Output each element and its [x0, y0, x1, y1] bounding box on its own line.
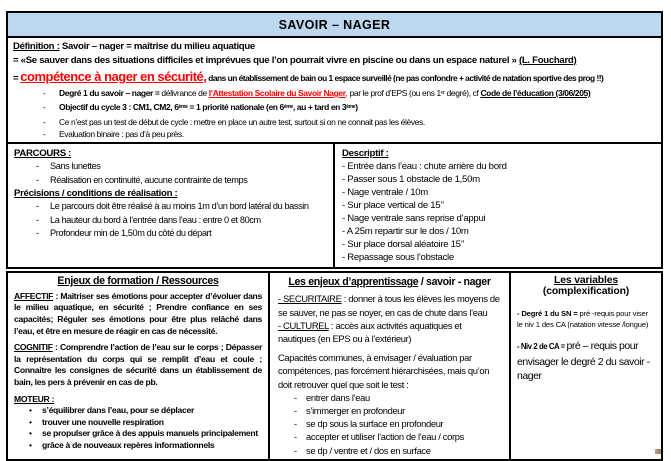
- text-segment: (complexification): [542, 285, 630, 297]
- variables-section: [509, 271, 663, 461]
- text-segment: Définition :: [13, 41, 60, 52]
- bullet-marker: -: [43, 102, 46, 113]
- text-line: [13, 68, 656, 87]
- text-segment: PARCOURS :: [14, 148, 72, 160]
- text-segment: trouver une nouvelle respiration: [42, 416, 164, 427]
- text-line: [278, 351, 501, 391]
- text-line: [278, 417, 501, 430]
- bullet-marker: -: [36, 161, 39, 172]
- bullet-marker: •: [29, 405, 32, 416]
- text-segment: - Niv 2 de CA =: [517, 342, 567, 352]
- bullet-marker: -: [36, 214, 39, 225]
- text-segment: ème: [283, 104, 293, 111]
- text-segment: AFFECTIF: [14, 290, 54, 301]
- text-segment: Code de l’éducation (3/06/205): [480, 88, 591, 98]
- bullet-marker: -: [294, 444, 297, 456]
- enjeux-formation-section: [6, 271, 270, 461]
- bullet-marker: -: [294, 431, 297, 443]
- text-line: [14, 394, 262, 406]
- text-segment: ème: [178, 104, 188, 111]
- text-line: [14, 428, 262, 440]
- text-line: [14, 174, 327, 187]
- text-segment: - Nage ventrale sans reprise d’appui: [342, 213, 486, 225]
- text-segment: l’Attestation Scolaire du Savoir Nager: [208, 88, 346, 98]
- text-line: [517, 276, 655, 297]
- text-segment: s’immerger en profondeur: [306, 405, 405, 417]
- text-segment: accepter et utiliser l’action de l’eau / corps: [306, 431, 464, 443]
- enjeux-row: [6, 271, 663, 461]
- text-line: [342, 212, 654, 225]
- text-segment: Evaluation binaire : pas d’à peu près.: [59, 128, 184, 139]
- text-line: [14, 187, 327, 200]
- bullet-marker: -: [294, 391, 297, 403]
- text-line: [342, 173, 654, 186]
- text-line: [13, 87, 656, 101]
- text-segment: ): [355, 102, 358, 113]
- text-segment: - A 25m repartir sur le dos / 10m: [342, 226, 469, 238]
- text-line: [14, 276, 262, 288]
- text-segment: er: [440, 89, 445, 96]
- text-segment: MOTEUR :: [14, 393, 55, 404]
- text-line: [14, 200, 327, 213]
- text-segment: Les variables: [554, 275, 618, 287]
- text-line: [342, 186, 654, 199]
- bullet-marker: -: [294, 405, 297, 417]
- stray-mark: [655, 449, 661, 454]
- text-segment: , au + tard en 3: [292, 102, 347, 113]
- text-line: [13, 128, 656, 140]
- text-line: [278, 444, 501, 457]
- text-segment: Réalisation en continuité, aucune contrainte de temps: [50, 174, 248, 185]
- text-segment: COGNITIF: [14, 342, 53, 353]
- text-line: [13, 40, 656, 54]
- text-segment: : accès aux activités aquatiques et nautiques (en EPS ou à l’extérieur): [278, 319, 462, 344]
- text-segment: Ce n’est pas un test de début de cycle : mettre en place un autre test, surtout si on ne connait pas les élèves.: [59, 116, 425, 127]
- text-line: [278, 292, 501, 318]
- text-segment: se dp sous la surface en profondeur: [306, 418, 444, 430]
- text-segment: - Repassage sous l’obstacle: [342, 252, 454, 264]
- text-line: [14, 440, 262, 452]
- text-segment: délivrance de: [159, 88, 209, 98]
- text-segment: = «Se sauver dans des situations difficiles et imprévues que l’on pourrait vivre en piscine ou dans un espace naturel »: [13, 55, 519, 66]
- text-line: [278, 391, 501, 404]
- text-line: [517, 330, 655, 339]
- text-segment: - Sur place dorsal aléatoire 15’’: [342, 239, 465, 251]
- bullet-marker: -: [36, 174, 39, 185]
- text-segment: se propulser grâce à des appuis manuels principalement: [42, 428, 258, 439]
- text-segment: / savoir - nager: [418, 276, 491, 289]
- text-segment: - Entrée dans l’eau : chute arrière du bord: [342, 161, 507, 173]
- bullet-marker: -: [43, 116, 46, 127]
- text-line: [14, 405, 262, 417]
- text-segment: - Passer sous 1 obstacle de 1,50m: [342, 174, 480, 186]
- text-segment: se dp / ventre et / dos en surface: [306, 444, 431, 456]
- text-segment: pré – requis pour envisager le degré 2 du savoir - nager: [517, 340, 650, 383]
- text-segment: pré -requis pour viser le niv 1 des CA (natation vitesse /longue): [517, 309, 649, 329]
- text-segment: Descriptif :: [342, 148, 389, 160]
- text-line: [342, 251, 654, 264]
- bullet-marker: •: [29, 428, 32, 439]
- text-line: [14, 417, 262, 429]
- text-segment: Les enjeux d’apprentissage: [288, 276, 419, 289]
- text-segment: Profondeur min de 1,50m du côté du départ: [50, 227, 212, 238]
- text-segment: Le parcours doit être réalisé à au moins 1m d’un bord latéral du bassin: [50, 201, 309, 212]
- text-segment: - SECURITAIRE: [278, 293, 342, 305]
- text-segment: Savoir – nager = maîtrise du milieu aquatique: [59, 41, 255, 52]
- text-segment: Précisions / conditions de réalisation :: [14, 188, 178, 200]
- definition-section: [6, 36, 663, 144]
- text-line: [13, 116, 656, 128]
- text-segment: : donner à tous les élèves les moyens de se sauver, ne pas se noyer, en cas de chute dans l’eau: [278, 293, 500, 318]
- text-line: [14, 214, 327, 227]
- text-segment: : Comprendre l’action de l’eau sur le corps ; Dépasser la représentation du corps qui se remplit d’eau et coule ; Connaitre les consignes de sécurité dans un établissement de bain, les pers à prévenir en cas de pb.: [14, 342, 262, 387]
- text-line: [14, 291, 262, 337]
- text-segment: - CULTUREL: [278, 319, 329, 331]
- text-segment: =: [13, 73, 21, 84]
- text-segment: La hauteur du bord à l’entrée dans l’eau : entre 0 et 80cm: [50, 214, 261, 225]
- bullet-marker: -: [294, 418, 297, 430]
- text-segment: Capacités communes, à envisager / évaluation par compétences, pas forcément hiérarchisées, mais qu’on doit retrouver quel que soit le test :: [278, 352, 490, 390]
- text-line: [517, 339, 655, 384]
- text-line: [13, 101, 656, 115]
- enjeux-apprentissage-section: [268, 271, 511, 461]
- text-line: [14, 342, 262, 388]
- text-segment: entrer dans l’eau: [306, 391, 370, 403]
- text-segment: grâce à de nouveaux repères informationnels: [42, 439, 215, 450]
- text-line: [278, 319, 501, 345]
- text-segment: Objectif du cycle 3 : CM1, CM2, 6: [59, 102, 179, 113]
- text-segment: dans un établissement de bain ou 1 espace surveillé (ne pas confondre + activité de natation sportive des prog !!): [206, 73, 604, 83]
- parcours-descriptif-row: [6, 142, 663, 269]
- text-line: [278, 404, 501, 417]
- text-segment: degré), cf: [444, 88, 481, 98]
- text-line: [14, 227, 327, 240]
- text-segment: - Nage ventrale / 10m: [342, 187, 428, 199]
- text-segment: s’équilibrer dans l’eau, pour se déplacer: [42, 405, 194, 416]
- text-line: [13, 54, 656, 68]
- text-segment: : Maîtriser ses émotions pour accepter d’évoluer dans le milieu aquatique, en sécurité ; Prendre confiance en ses capacités; Réguler ses émotions pour être plus relâché dans l’eau, et être en mesure de réagir en cas de nécessité.: [14, 290, 262, 336]
- text-line: [342, 238, 654, 251]
- text-line: [517, 300, 655, 309]
- text-segment: = 1 priorité nationale (en 6: [187, 102, 284, 113]
- parcours-section: [6, 142, 335, 269]
- text-segment: (L. Fouchard): [518, 55, 577, 66]
- text-line: [14, 160, 327, 173]
- text-line: [342, 160, 654, 173]
- document-page: [6, 11, 663, 461]
- bullet-marker: -: [36, 201, 39, 212]
- text-line: [278, 276, 501, 289]
- text-line: [278, 430, 501, 443]
- text-line: [14, 147, 327, 160]
- title-bar: [6, 11, 663, 38]
- text-segment: - Degré 1 du SN =: [517, 309, 578, 319]
- text-segment: Enjeux de formation / Ressources: [57, 275, 219, 288]
- bullet-marker: •: [29, 439, 32, 450]
- text-segment: , par le prof d’EPS (ou ens 1: [345, 88, 441, 98]
- page-title: SAVOIR – NAGER: [278, 18, 391, 32]
- text-line: [517, 309, 655, 330]
- text-segment: compétence à nager en sécurité,: [20, 69, 207, 84]
- bullet-marker: •: [29, 416, 32, 427]
- descriptif-section: [333, 142, 663, 269]
- text-line: [342, 225, 654, 238]
- text-line: [342, 199, 654, 212]
- bullet-marker: -: [43, 88, 46, 98]
- text-segment: Sans lunettes: [50, 161, 101, 172]
- text-line: [342, 147, 654, 160]
- bullet-marker: -: [43, 128, 46, 139]
- text-segment: Degré 1 du savoir – nager =: [59, 88, 160, 98]
- text-segment: ème: [346, 104, 356, 111]
- bullet-marker: -: [36, 227, 39, 238]
- text-segment: - Sur place vertical de 15’’: [342, 200, 444, 212]
